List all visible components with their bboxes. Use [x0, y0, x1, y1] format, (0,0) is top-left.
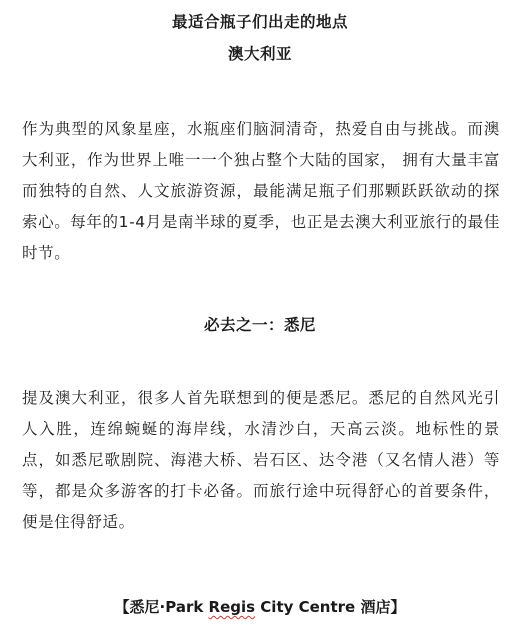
- document-subtitle: 澳大利亚: [227, 45, 292, 63]
- document-title: 最适合瓶子们出走的地点: [171, 13, 348, 31]
- hotel-title: [0, 596, 520, 617]
- hotel-title-suffix: City Centre 酒店】: [255, 598, 406, 616]
- spellcheck-flagged-word: Regis: [208, 598, 256, 616]
- sydney-paragraph: 提及澳大利亚，很多人首先联想到的便是悉尼。悉尼的自然风光引人入胜，连绵蜿蜒的海岸线，水清沙白，天高云淡。地标性的景点，如悉尼歌剧院、海港大桥、岩石区、达令港（又名情人港）等等，都是众多游客的打卡必备。而旅行途中玩得舒心的首要条件，便是住得舒适。: [22, 389, 500, 531]
- section-heading: 必去之一：悉尼: [203, 316, 316, 334]
- intro-paragraph: 作为典型的风象星座，水瓶座们脑洞清奇，热爱自由与挑战。而澳大利亚，作为世界上唯一一个独占整个大陆的国家， 拥有大量丰富而独特的自然、人文旅游资源，最能满足瓶子们那颗跃跃欲动的探索心。每年的1-4月是南半球的夏季，也正是去澳大利亚旅行的最佳时节。: [22, 120, 500, 262]
- hotel-title-prefix: 【悉尼·Park: [114, 598, 209, 616]
